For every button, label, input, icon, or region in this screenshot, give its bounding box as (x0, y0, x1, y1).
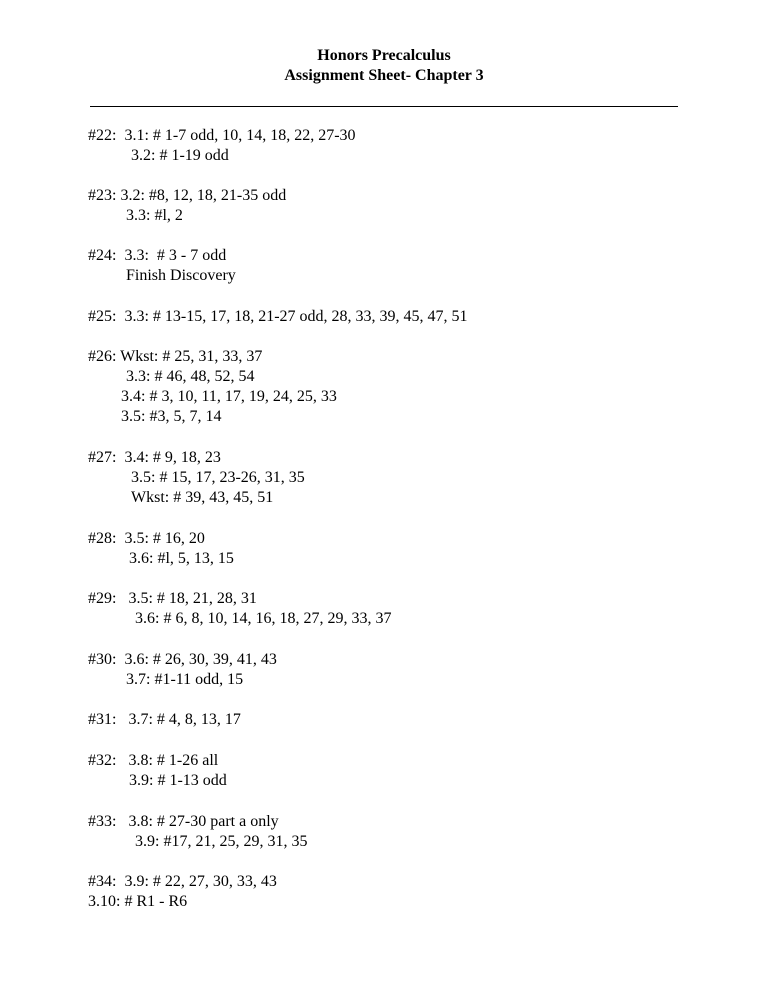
assignment-33-line-1: #33: 3.8: # 27-30 part a only (88, 813, 279, 830)
assignment-26-line-1: #26: Wkst: # 25, 31, 33, 37 (88, 348, 263, 365)
assignment-26-line-2: 3.3: # 46, 48, 52, 54 (126, 368, 255, 385)
assignment-29-line-2: 3.6: # 6, 8, 10, 14, 16, 18, 27, 29, 33, 37 (135, 610, 392, 627)
assignment-34-line-2: 3.10: # R1 - R6 (88, 893, 188, 910)
assignment-27-line-1: #27: 3.4: # 9, 18, 23 (88, 449, 221, 466)
assignment-28-line-1: #28: 3.5: # 16, 20 (88, 530, 205, 547)
assignment-29-line-1: #29: 3.5: # 18, 21, 28, 31 (88, 590, 257, 607)
assignment-34-line-1: #34: 3.9: # 22, 27, 30, 33, 43 (88, 873, 277, 890)
assignment-22-line-1: #22: 3.1: # 1-7 odd, 10, 14, 18, 22, 27-30 (88, 127, 356, 144)
assignment-31-line-1: #31: 3.7: # 4, 8, 13, 17 (88, 711, 241, 728)
assignment-24-line-1: #24: 3.3: # 3 - 7 odd (88, 247, 227, 264)
assignment-23-line-1: #23: 3.2: #8, 12, 18, 21-35 odd (88, 187, 287, 204)
document-subtitle: Assignment Sheet- Chapter 3 (284, 67, 484, 84)
assignment-32-line-2: 3.9: # 1-13 odd (129, 772, 227, 789)
assignment-27-line-3: Wkst: # 39, 43, 45, 51 (131, 489, 274, 506)
assignment-25-line-1: #25: 3.3: # 13-15, 17, 18, 21-27 odd, 28, 33, 39, 45, 47, 51 (88, 308, 468, 325)
assignment-26-line-3: 3.4: # 3, 10, 11, 17, 19, 24, 25, 33 (121, 388, 337, 405)
assignment-22-line-2: 3.2: # 1-19 odd (131, 147, 229, 164)
assignment-24-line-2: Finish Discovery (126, 267, 236, 284)
assignment-32-line-1: #32: 3.8: # 1-26 all (88, 752, 219, 769)
assignment-28-line-2: 3.6: #l, 5, 13, 15 (129, 550, 234, 567)
assignment-23-line-2: 3.3: #l, 2 (126, 207, 183, 224)
assignment-30-line-2: 3.7: #1-11 odd, 15 (126, 671, 244, 688)
document-title: Honors Precalculus (317, 47, 451, 64)
assignment-26-line-4: 3.5: #3, 5, 7, 14 (121, 408, 222, 425)
assignment-27-line-2: 3.5: # 15, 17, 23-26, 31, 35 (131, 469, 305, 486)
header-divider (90, 106, 678, 107)
assignment-33-line-2: 3.9: #17, 21, 25, 29, 31, 35 (135, 833, 308, 850)
assignment-30-line-1: #30: 3.6: # 26, 30, 39, 41, 43 (88, 651, 277, 668)
